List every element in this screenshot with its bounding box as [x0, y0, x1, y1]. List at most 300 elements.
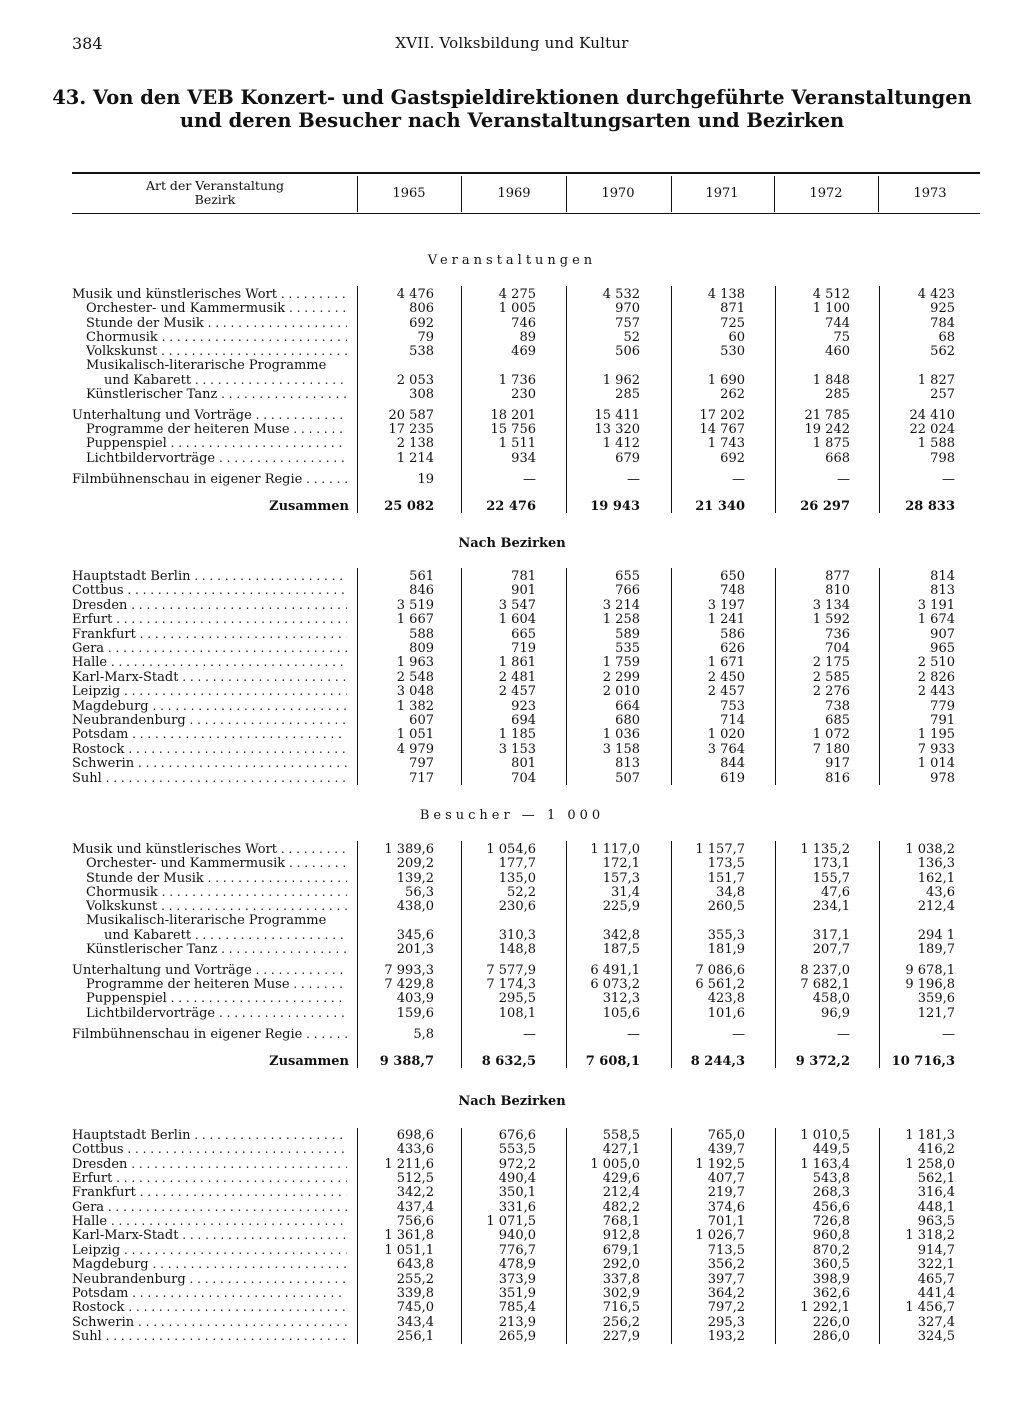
- cell-1970: —: [627, 1027, 640, 1042]
- row-label: Zusammen: [269, 1054, 349, 1069]
- row-label: Cottbus . . .: [72, 583, 347, 598]
- cell-1965: 561: [409, 569, 434, 584]
- cell-1971: 1 157,7: [695, 842, 745, 857]
- header-column-separator: [461, 176, 462, 212]
- cell-1969: 1 054,6: [486, 842, 536, 857]
- cell-1972: 96,9: [821, 1006, 850, 1021]
- veranstaltungsart-row: [0, 316, 1024, 331]
- cell-1971: 34,8: [716, 885, 745, 900]
- cell-1971: 765,0: [707, 1128, 745, 1143]
- cell-1971: 7 086,6: [695, 963, 745, 978]
- cell-1965: 809: [409, 641, 434, 656]
- cell-1969: —: [523, 1027, 536, 1042]
- cell-1970: 427,1: [602, 1142, 640, 1158]
- row-label: Leipzig . . .: [72, 1243, 347, 1258]
- cell-1973: 1 588: [917, 436, 955, 451]
- veranstaltungsart-row: [0, 301, 1024, 316]
- cell-1972: 1 592: [812, 612, 850, 628]
- cell-1969: 351,9: [498, 1285, 536, 1301]
- cell-1965: 1 361,8: [384, 1228, 434, 1244]
- cell-1965: 403,9: [396, 991, 434, 1006]
- cell-1971: 714: [720, 713, 745, 728]
- cell-1973: 2 826: [917, 669, 955, 685]
- cell-1972: 744: [825, 316, 850, 331]
- section-title-veranstaltungen: Veranstaltungen: [427, 253, 597, 268]
- cell-1965: 5,8: [413, 1027, 434, 1042]
- stub-header-line-2: Bezirk: [194, 192, 236, 207]
- cell-1971: 1 690: [707, 373, 745, 388]
- row-label: Programme der heiteren Muse . . .: [86, 977, 347, 992]
- cell-1970: 482,2: [602, 1199, 640, 1215]
- row-label: Halle . . .: [72, 1214, 347, 1229]
- cell-1971: 219,7: [707, 1185, 745, 1201]
- cell-1969: 1 005: [498, 301, 536, 316]
- cell-1965: 1 214: [396, 451, 434, 466]
- cell-1971: 4 138: [707, 287, 745, 302]
- cell-1971: —: [732, 1027, 745, 1042]
- cell-1973: 68: [938, 330, 955, 345]
- cell-1972: 458,0: [812, 991, 850, 1006]
- cell-1969: 2 457: [498, 684, 536, 700]
- column-header-year: 1969: [497, 186, 531, 201]
- cell-1971: 1 743: [707, 436, 745, 451]
- table-title-line-1: 43. Von den VEB Konzert- und Gastspieldirektionen durchgeführte Veranstaltungen: [52, 86, 972, 109]
- cell-1965: 3 519: [396, 597, 434, 613]
- row-label: Halle . . .: [72, 655, 347, 670]
- cell-1971: 423,8: [707, 991, 745, 1006]
- cell-1973: 316,4: [917, 1185, 955, 1201]
- stub-header-line-1: Art der Veranstaltung: [145, 178, 285, 193]
- cell-1965: 4 476: [396, 287, 434, 302]
- cell-1970: 292,0: [602, 1257, 640, 1273]
- cell-1965: 538: [409, 344, 434, 359]
- cell-1970: 157,3: [602, 871, 640, 886]
- cell-1970: 3 214: [602, 597, 640, 613]
- row-label: Magdeburg . . .: [72, 1257, 347, 1272]
- cell-1970: 1 117,0: [590, 842, 640, 857]
- cell-1973: 212,4: [917, 899, 955, 914]
- besucher-bezirk-row: [0, 1329, 1024, 1344]
- row-label: Unterhaltung und Vorträge . . .: [72, 963, 347, 978]
- cell-1970: 302,9: [602, 1285, 640, 1301]
- cell-1973: 784: [930, 316, 955, 331]
- cell-1973: 978: [930, 770, 955, 786]
- cell-1969: 295,5: [498, 991, 536, 1006]
- cell-1965: 1 211,6: [384, 1156, 434, 1172]
- row-label: Frankfurt . . .: [72, 627, 347, 642]
- cell-1965: 56,3: [405, 885, 434, 900]
- cell-1973: 1 258,0: [905, 1156, 955, 1172]
- besucher-art-row: [0, 913, 1024, 928]
- cell-1969: 776,7: [498, 1242, 536, 1258]
- besucher-art-row: [0, 977, 1024, 992]
- row-label: Musikalisch-literarische Programme: [86, 358, 327, 373]
- cell-1973: 324,5: [917, 1328, 955, 1344]
- cell-1965: 1 051,1: [384, 1242, 434, 1258]
- cell-1965: 308: [409, 387, 434, 402]
- cell-1971: 748: [720, 583, 745, 599]
- cell-1971: 713,5: [707, 1242, 745, 1258]
- besucher-art-row: [0, 942, 1024, 957]
- besucher-art-row: [0, 842, 1024, 857]
- cell-1973: 963,5: [917, 1214, 955, 1230]
- cell-1973: 416,2: [917, 1142, 955, 1158]
- cell-1965: 1 667: [396, 612, 434, 628]
- cell-1965: 588: [409, 626, 434, 642]
- cell-1973: 448,1: [917, 1199, 955, 1215]
- row-label: Musik und künstlerisches Wort . . .: [72, 287, 347, 302]
- veranstaltungsart-row: [0, 387, 1024, 402]
- cell-1965: 717: [409, 770, 434, 786]
- cell-1972: 268,3: [812, 1185, 850, 1201]
- row-label: Musik und künstlerisches Wort . . .: [72, 842, 347, 857]
- cell-1973: 779: [930, 698, 955, 714]
- cell-1972: 155,7: [812, 871, 850, 886]
- row-label: Schwerin . . .: [72, 756, 347, 771]
- veranstaltungsart-row: [0, 373, 1024, 388]
- cell-1972: 1 875: [812, 436, 850, 451]
- cell-1965: 797: [409, 756, 434, 772]
- cell-1969: 18 201: [490, 408, 536, 423]
- cell-1973: 914,7: [917, 1242, 955, 1258]
- cell-1970: 766: [615, 583, 640, 599]
- stub-header: [100, 179, 330, 207]
- cell-1972: 1 135,2: [800, 842, 850, 857]
- cell-1969: 704: [511, 770, 536, 786]
- cell-1969: 265,9: [498, 1328, 536, 1344]
- cell-1972: 1 292,1: [800, 1300, 850, 1316]
- cell-1970: 507: [615, 770, 640, 786]
- page-number: 384: [72, 34, 103, 53]
- row-label: Künstlerischer Tanz . . .: [86, 942, 347, 957]
- row-label: Schwerin . . .: [72, 1315, 347, 1330]
- cell-1972: 9 372,2: [795, 1054, 850, 1069]
- cell-1971: 355,3: [707, 928, 745, 943]
- cell-1965: 433,6: [396, 1142, 434, 1158]
- cell-1972: 1 100: [812, 301, 850, 316]
- cell-1971: 2 450: [707, 669, 745, 685]
- cell-1972: 2 585: [812, 669, 850, 685]
- cell-1972: 360,5: [812, 1257, 850, 1273]
- besucher-art-row: [0, 1006, 1024, 1021]
- veranstaltungsart-row: [0, 344, 1024, 359]
- veranstaltungsart-row: [0, 330, 1024, 345]
- cell-1970: 1 005,0: [590, 1156, 640, 1172]
- cell-1973: 814: [930, 569, 955, 584]
- row-label: Dresden . . .: [72, 598, 347, 613]
- cell-1972: 1 848: [812, 373, 850, 388]
- cell-1965: 159,6: [396, 1006, 434, 1021]
- cell-1969: 490,4: [498, 1171, 536, 1187]
- cell-1970: 105,6: [602, 1006, 640, 1021]
- row-label: Karl-Marx-Stadt . . .: [72, 670, 347, 685]
- row-label: Stunde der Musik . . .: [86, 871, 347, 886]
- cell-1970: 13 320: [594, 422, 640, 437]
- besucher-art-row: [0, 885, 1024, 900]
- cell-1972: 704: [825, 641, 850, 656]
- row-label: Gera . . .: [72, 1200, 347, 1215]
- header-column-separator: [566, 176, 567, 212]
- row-label: Lichtbildervorträge . . .: [86, 1006, 347, 1021]
- row-label: Lichtbildervorträge . . .: [86, 451, 347, 466]
- cell-1969: 676,6: [498, 1128, 536, 1143]
- cell-1972: 810: [825, 583, 850, 599]
- cell-1965: 1 382: [396, 698, 434, 714]
- cell-1973: 4 423: [917, 287, 955, 302]
- cell-1973: 562,1: [917, 1171, 955, 1187]
- cell-1970: 337,8: [602, 1271, 640, 1287]
- cell-1971: 650: [720, 569, 745, 584]
- cell-1971: 173,5: [707, 856, 745, 871]
- row-label: Cottbus . . .: [72, 1142, 347, 1157]
- section-title-bezirke-veranstaltungen: Nach Bezirken: [458, 536, 566, 551]
- cell-1972: 285: [825, 387, 850, 402]
- cell-1971: 262: [720, 387, 745, 402]
- cell-1970: 2 010: [602, 684, 640, 700]
- row-label: Leipzig . . .: [72, 684, 347, 699]
- cell-1972: 3 134: [812, 597, 850, 613]
- cell-1965: 17 235: [388, 422, 434, 437]
- cell-1969: 7 577,9: [486, 963, 536, 978]
- cell-1969: 1 185: [498, 727, 536, 743]
- cell-1969: 3 547: [498, 597, 536, 613]
- column-header-year: 1965: [392, 186, 426, 201]
- cell-1970: 1 258: [602, 612, 640, 628]
- cell-1973: 9 678,1: [905, 963, 955, 978]
- top-rule: [72, 172, 980, 174]
- cell-1973: 1 181,3: [905, 1128, 955, 1143]
- cell-1969: 972,2: [498, 1156, 536, 1172]
- cell-1970: 4 532: [602, 287, 640, 302]
- cell-1970: 1 036: [602, 727, 640, 743]
- besucher-bezirk-row: [0, 1315, 1024, 1330]
- cell-1970: 679: [615, 451, 640, 466]
- cell-1972: 226,0: [812, 1314, 850, 1330]
- cell-1972: 398,9: [812, 1271, 850, 1287]
- cell-1969: 1 604: [498, 612, 536, 628]
- cell-1965: 7 429,8: [384, 977, 434, 992]
- row-label: und Kabarett . . .: [104, 373, 347, 388]
- cell-1971: 407,7: [707, 1171, 745, 1187]
- cell-1970: 535: [615, 641, 640, 656]
- cell-1971: 21 340: [695, 499, 745, 514]
- cell-1969: 8 632,5: [481, 1054, 536, 1069]
- cell-1969: 901: [511, 583, 536, 599]
- column-header-year: 1970: [601, 186, 635, 201]
- cell-1973: 925: [930, 301, 955, 316]
- row-label: Stunde der Musik . . .: [86, 316, 347, 331]
- besucher-bezirk-row: [0, 1200, 1024, 1215]
- cell-1973: 907: [930, 626, 955, 642]
- cell-1973: 965: [930, 641, 955, 656]
- cell-1971: 181,9: [707, 942, 745, 957]
- table-title-line-2: und deren Besucher nach Veranstaltungsarten und Bezirken: [179, 109, 845, 132]
- cell-1972: 7 682,1: [800, 977, 850, 992]
- cell-1973: 791: [930, 713, 955, 728]
- row-label: Gera . . .: [72, 641, 347, 656]
- cell-1965: 2 053: [396, 373, 434, 388]
- veranstaltungen-bezirk-row: [0, 684, 1024, 699]
- cell-1970: 716,5: [602, 1300, 640, 1316]
- cell-1969: 553,5: [498, 1142, 536, 1158]
- cell-1972: 26 297: [800, 499, 850, 514]
- cell-1973: 798: [930, 451, 955, 466]
- besucher-bezirk-row: [0, 1128, 1024, 1143]
- row-label: Erfurt . . .: [72, 1171, 347, 1186]
- row-label: Karl-Marx-Stadt . . .: [72, 1228, 347, 1243]
- cell-1973: 813: [930, 583, 955, 599]
- cell-1971: 1 192,5: [695, 1156, 745, 1172]
- veranstaltungsart-row: [0, 472, 1024, 487]
- cell-1973: 1 014: [917, 756, 955, 772]
- cell-1971: 260,5: [707, 899, 745, 914]
- cell-1970: 52: [623, 330, 640, 345]
- cell-1965: 756,6: [396, 1214, 434, 1230]
- besucher-bezirk-row: [0, 1214, 1024, 1229]
- cell-1973: 1 195: [917, 727, 955, 743]
- cell-1965: 2 548: [396, 669, 434, 685]
- veranstaltungen-bezirk-row: [0, 713, 1024, 728]
- cell-1971: 871: [720, 301, 745, 316]
- cell-1970: 312,3: [602, 991, 640, 1006]
- head-rule: [72, 213, 980, 214]
- cell-1972: 207,7: [812, 942, 850, 957]
- cell-1973: 322,1: [917, 1257, 955, 1273]
- cell-1970: 7 608,1: [585, 1054, 640, 1069]
- cell-1972: 19 242: [804, 422, 850, 437]
- cell-1973: 294 1: [917, 928, 955, 943]
- cell-1969: 108,1: [498, 1006, 536, 1021]
- row-label: Neubrandenburg . . .: [72, 713, 347, 728]
- cell-1972: 234,1: [812, 899, 850, 914]
- cell-1969: 1 511: [498, 436, 536, 451]
- besucher-art-row: [0, 899, 1024, 914]
- cell-1969: 801: [511, 756, 536, 772]
- cell-1965: 698,6: [396, 1128, 434, 1143]
- column-header-year: 1972: [809, 186, 843, 201]
- cell-1970: 3 158: [602, 741, 640, 757]
- cell-1972: —: [837, 472, 850, 487]
- besucher-art-row: [0, 991, 1024, 1006]
- cell-1973: 189,7: [917, 942, 955, 957]
- veranstaltungsart-row: [0, 408, 1024, 423]
- cell-1970: 1 412: [602, 436, 640, 451]
- cell-1965: 19: [417, 472, 434, 487]
- cell-1973: 465,7: [917, 1271, 955, 1287]
- row-label: Chormusik . . .: [86, 885, 347, 900]
- cell-1972: 668: [825, 451, 850, 466]
- cell-1972: 870,2: [812, 1242, 850, 1258]
- besucher-art-row: [0, 928, 1024, 943]
- cell-1969: 781: [511, 569, 536, 584]
- cell-1965: 256,1: [396, 1328, 434, 1344]
- besucher-bezirk-row: [0, 1171, 1024, 1186]
- besucher-art-row: [0, 871, 1024, 886]
- cell-1972: 21 785: [804, 408, 850, 423]
- veranstaltungen-bezirk-row: [0, 598, 1024, 613]
- cell-1973: 162,1: [917, 871, 955, 886]
- cell-1972: 736: [825, 626, 850, 642]
- row-label: Rostock . . .: [72, 1300, 347, 1315]
- cell-1972: 1 072: [812, 727, 850, 743]
- cell-1971: 8 244,3: [690, 1054, 745, 1069]
- cell-1969: 785,4: [498, 1300, 536, 1316]
- veranstaltungen-bezirk-row: [0, 670, 1024, 685]
- cell-1972: 75: [833, 330, 850, 345]
- cell-1965: 9 388,7: [379, 1054, 434, 1069]
- row-label: Frankfurt . . .: [72, 1185, 347, 1200]
- cell-1973: 2 510: [917, 655, 955, 671]
- veranstaltungsart-row: [0, 451, 1024, 466]
- cell-1970: 19 943: [590, 499, 640, 514]
- cell-1973: 2 443: [917, 684, 955, 700]
- cell-1971: 1 671: [707, 655, 745, 671]
- cell-1969: 719: [511, 641, 536, 656]
- cell-1972: 362,6: [812, 1285, 850, 1301]
- cell-1965: 25 082: [384, 499, 434, 514]
- cell-1969: 52,2: [507, 885, 536, 900]
- veranstaltungsart-row: [0, 422, 1024, 437]
- veranstaltungen-bezirk-row: [0, 727, 1024, 742]
- cell-1965: 209,2: [396, 856, 434, 871]
- cell-1972: 726,8: [812, 1214, 850, 1230]
- cell-1971: 439,7: [707, 1142, 745, 1158]
- besucher-bezirk-row: [0, 1243, 1024, 1258]
- cell-1971: 725: [720, 316, 745, 331]
- row-label: Volkskunst . . .: [86, 899, 347, 914]
- cell-1972: 286,0: [812, 1328, 850, 1344]
- cell-1970: 225,9: [602, 899, 640, 914]
- cell-1965: 1 963: [396, 655, 434, 671]
- besucher-bezirk-row: [0, 1257, 1024, 1272]
- cell-1970: 589: [615, 626, 640, 642]
- cell-1965: 643,8: [396, 1257, 434, 1273]
- cell-1965: 343,4: [396, 1314, 434, 1330]
- cell-1971: 530: [720, 344, 745, 359]
- cell-1970: 912,8: [602, 1228, 640, 1244]
- row-label: Magdeburg . . .: [72, 699, 347, 714]
- cell-1971: 17 202: [699, 408, 745, 423]
- veranstaltungen-bezirk-row: [0, 742, 1024, 757]
- cell-1969: 15 756: [490, 422, 536, 437]
- veranstaltungsart-row: [0, 287, 1024, 302]
- veranstaltungsart-row: [0, 436, 1024, 451]
- row-label: Hauptstadt Berlin . . .: [72, 569, 347, 584]
- cell-1965: 7 993,3: [384, 963, 434, 978]
- cell-1971: 619: [720, 770, 745, 786]
- row-label: Orchester- und Kammermusik . . .: [86, 856, 347, 871]
- cell-1971: 6 561,2: [695, 977, 745, 992]
- column-header-year: 1973: [913, 186, 947, 201]
- header-column-separator: [878, 176, 879, 212]
- cell-1972: 738: [825, 698, 850, 714]
- cell-1973: 9 196,8: [905, 977, 955, 992]
- cell-1965: 692: [409, 316, 434, 331]
- cell-1972: 917: [825, 756, 850, 772]
- cell-1965: 437,4: [396, 1199, 434, 1215]
- cell-1965: 339,8: [396, 1285, 434, 1301]
- cell-1970: 680: [615, 713, 640, 728]
- cell-1965: 79: [417, 330, 434, 345]
- cell-1970: 506: [615, 344, 640, 359]
- cell-1973: 1 674: [917, 612, 955, 628]
- cell-1973: —: [942, 472, 955, 487]
- cell-1965: 1 051: [396, 727, 434, 743]
- cell-1971: 374,6: [707, 1199, 745, 1215]
- cell-1971: 1 241: [707, 612, 745, 628]
- row-label: Dresden . . .: [72, 1157, 347, 1172]
- cell-1973: 136,3: [917, 856, 955, 871]
